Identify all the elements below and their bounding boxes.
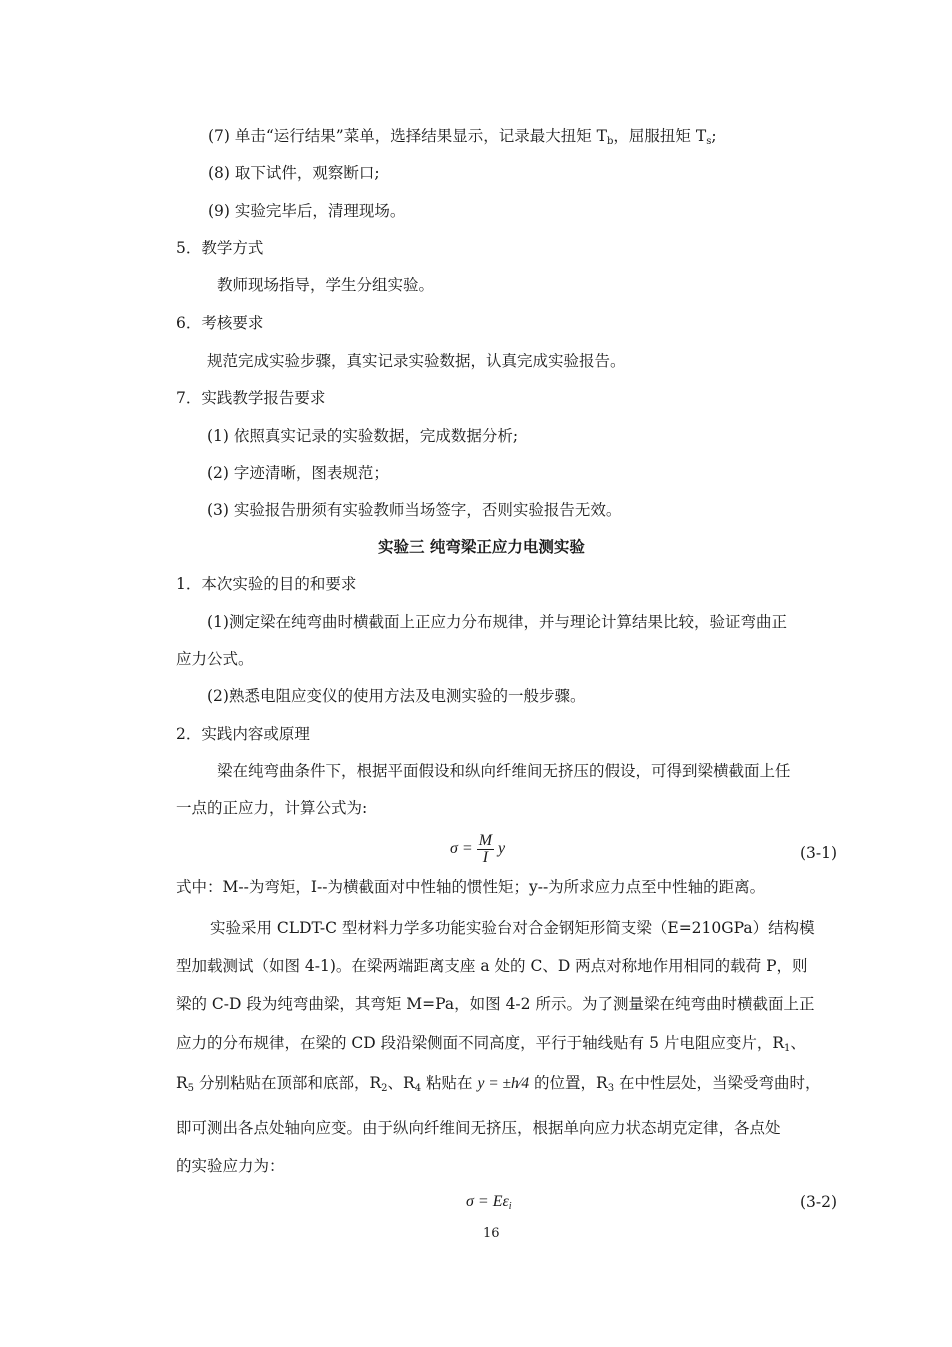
para2-line7: 的实验应力为：	[176, 1157, 285, 1175]
para2-line3: 梁的 C-D 段为纯弯曲梁，其弯矩 M=Pa，如图 4-2 所示。为了测量梁在纯弯曲时横截面上正	[176, 995, 815, 1013]
exp3-s1-para1-line1: (1)测定梁在纯弯曲时横截面上正应力分布规律，并与理论计算结果比较，验证弯曲正	[207, 613, 787, 631]
subscript-b: b	[607, 136, 614, 147]
equation-3-2-number: (3-2)	[800, 1193, 838, 1211]
subscript-4: 4	[414, 1083, 422, 1094]
step-9: (9) 实验完毕后，清理现场。	[208, 202, 406, 220]
para2-line5-text-f: 在中性层处，当梁受弯曲时，	[614, 1074, 821, 1092]
eq1-numerator: M	[478, 832, 493, 849]
subscript-2: 2	[381, 1083, 388, 1094]
para2-line6: 即可测出各点处轴向应变。由于纵向纤维间无挤压，根据单向应力状态胡克定律，各点处	[176, 1119, 781, 1137]
section-6-heading: 6．考核要求	[176, 314, 264, 332]
eq1-description: 式中：M--为弯矩，I--为横截面对中性轴的惯性矩；y--为所求应力点至中性轴的距离。	[176, 878, 766, 896]
page-number: 16	[483, 1226, 500, 1241]
experiment-3-title: 实验三 纯弯梁正应力电测实验	[378, 538, 585, 556]
eq2-lhs: σ = Eε	[466, 1193, 509, 1210]
exp3-section-2-heading: 2．实践内容或原理	[176, 725, 310, 743]
step-7-text: (7) 单击“运行结果”菜单，选择结果显示，记录最大扭矩 T	[208, 127, 607, 145]
subscript-1: 1	[784, 1043, 791, 1054]
subscript-3: 3	[607, 1083, 615, 1094]
section-7-item-1: (1) 依照真实记录的实验数据，完成数据分析;	[207, 427, 519, 445]
para2-line5-text-e: 的位置，R	[529, 1074, 608, 1092]
exp3-s1-para1-line2: 应力公式。	[176, 650, 254, 668]
section-6-body: 规范完成实验步骤，真实记录实验数据，认真完成实验报告。	[207, 352, 626, 370]
step-7-text-mid: ，屈服扭矩 T	[613, 127, 707, 145]
equation-3-1	[450, 833, 505, 866]
section-7-heading: 7．实践教学报告要求	[176, 389, 326, 407]
para2-line5-text-b: 分别粘贴在顶部和底部，R	[194, 1074, 382, 1092]
para2-line4-text: 应力的分布规律，在梁的 CD 段沿梁侧面不同高度，平行于轴线贴有 5 片电阻应变片，R	[176, 1034, 785, 1052]
para2-line5-text-c: 、R	[387, 1074, 415, 1092]
para2-line4	[176, 1032, 806, 1054]
equation-3-2	[466, 1193, 512, 1211]
subscript-5: 5	[187, 1083, 195, 1094]
r5-label: R	[176, 1074, 188, 1092]
eq1-rhs: y	[498, 840, 506, 858]
step-7	[208, 125, 717, 147]
section-7-item-3: (3) 实验报告册须有实验教师当场签字，否则实验报告无效。	[207, 501, 622, 519]
section-5-body: 教师现场指导，学生分组实验。	[217, 276, 435, 294]
eq1-denominator: I	[482, 849, 489, 866]
subscript-s: s	[706, 136, 712, 147]
para2-line2: 型加载测试（如图 4-1)。在梁两端距离支座 a 处的 C、D 两点对称地作用相同的载荷 P，则	[176, 957, 808, 975]
inline-formula-y: y = ±h⁄4	[477, 1075, 530, 1092]
equation-3-1-number: (3-1)	[800, 844, 838, 862]
eq2-subscript-i: i	[508, 1201, 512, 1212]
section-7-item-2: (2) 字迹清晰，图表规范；	[207, 464, 389, 482]
step-7-text-end: ;	[711, 127, 717, 145]
section-5-heading: 5．教学方式	[176, 239, 264, 257]
eq1-fraction	[477, 833, 494, 866]
para2-line1: 实验采用 CLDT-C 型材料力学多功能实验台对合金钢矩形简支梁（E=210GPa）结构模	[210, 919, 815, 937]
para2-line4-end: 、	[790, 1034, 806, 1052]
exp3-s1-para2: (2)熟悉电阻应变仪的使用方法及电测实验的一般步骤。	[207, 687, 586, 705]
exp3-section-1-heading: 1．本次实验的目的和要求	[176, 575, 357, 593]
step-8: (8) 取下试件，观察断口;	[208, 164, 380, 182]
exp3-s2-para1-line2: 一点的正应力，计算公式为:	[176, 799, 368, 817]
eq1-lhs: σ =	[450, 840, 473, 858]
exp3-s2-para1-line1: 梁在纯弯曲条件下，根据平面假设和纵向纤维间无挤压的假设，可得到梁横截面上任	[217, 762, 791, 780]
para2-line5-text-d: 粘贴在	[421, 1074, 478, 1092]
para2-line5	[176, 1072, 821, 1095]
